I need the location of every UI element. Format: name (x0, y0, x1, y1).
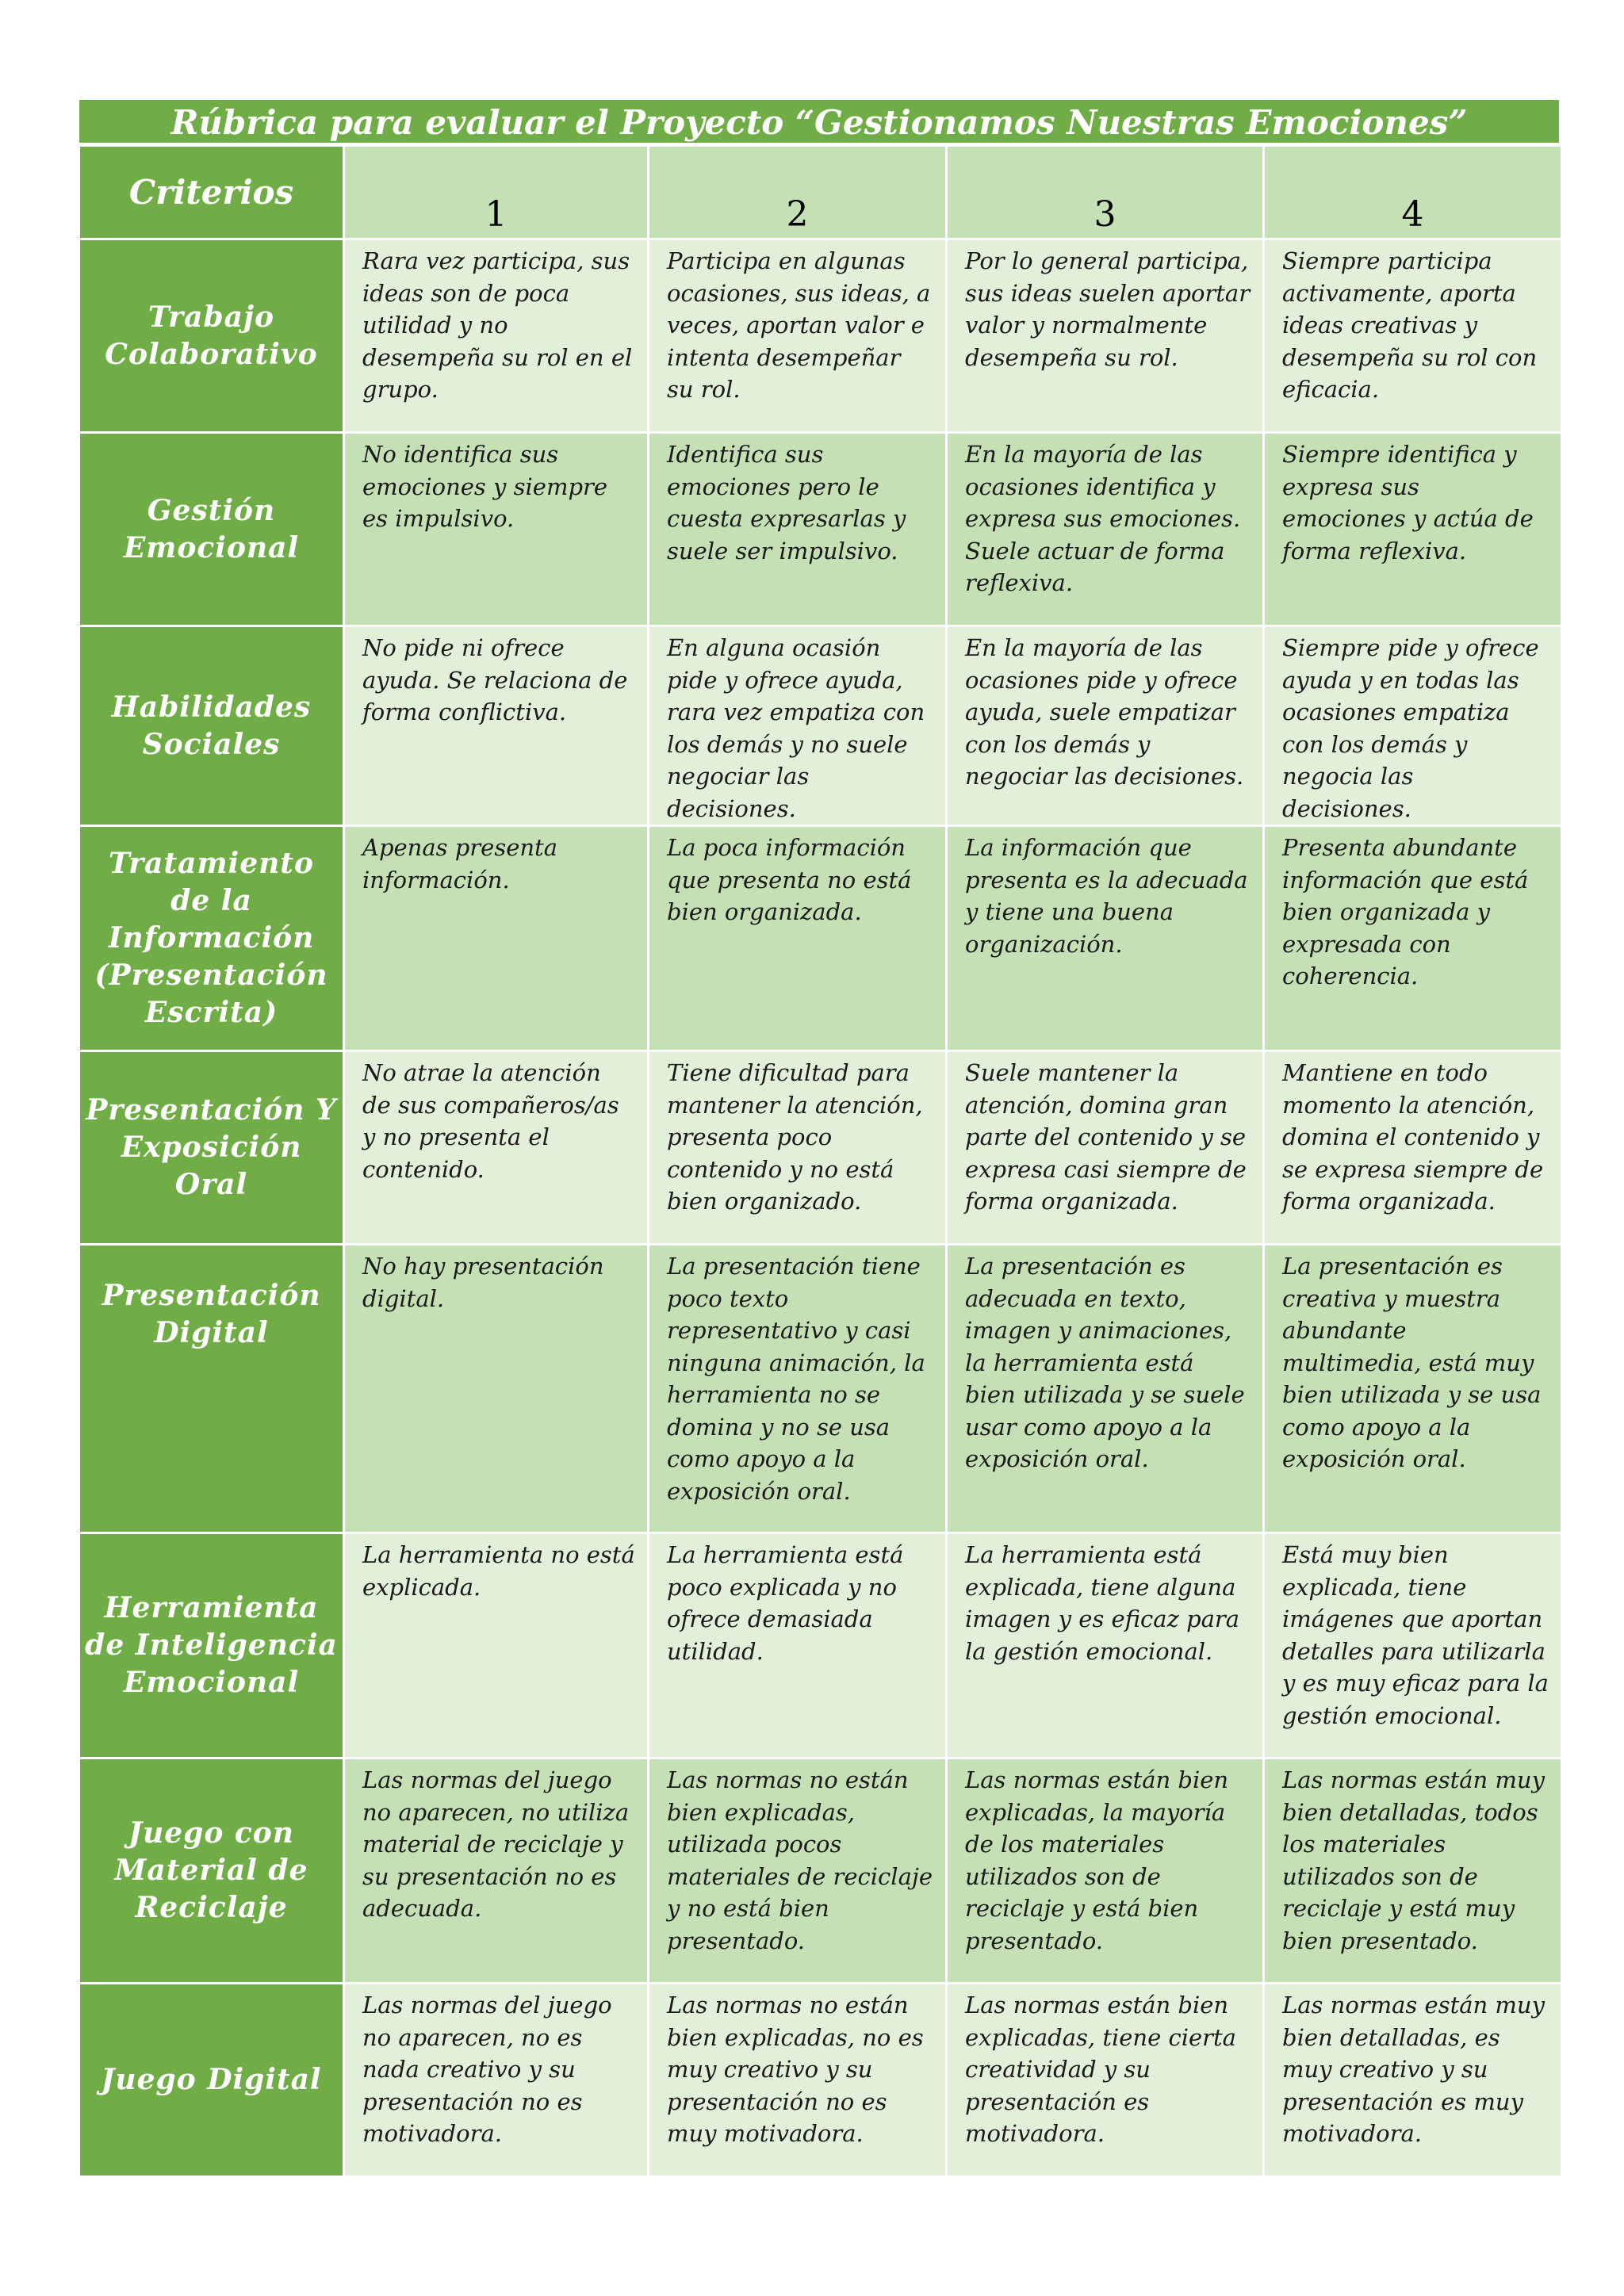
rubric-row-juego-material-reciclaje (79, 1758, 1562, 1984)
criterion-label: Presentación Digital (79, 1245, 344, 1533)
rubric-cell-level-3: Las normas están bien explicadas, la mayoría de los materiales utilizados son de reciclaje y está bien presentado. (947, 1758, 1264, 1984)
criterion-label: Herramienta de Inteligencia Emocional (79, 1533, 344, 1758)
rubric-cell-level-1: No atrae la atención de sus compañeros/as y no presenta el contenido. (344, 1051, 649, 1245)
rubric-cell-level-2: Participa en algunas ocasiones, sus ideas, a veces, aportan valor e intenta desempeñar su rol. (649, 239, 947, 433)
rubric-cell-level-4: Está muy bien explicada, tiene imágenes que aportan detalles para utilizarla y es muy eficaz para la gestión emocional. (1264, 1533, 1562, 1758)
document-title: Rúbrica para evaluar el Proyecto “Gestionamos Nuestras Emociones” (78, 98, 1561, 144)
rubric-cell-level-2: Las normas no están bien explicadas, no es muy creativo y su presentación no es muy motivadora. (649, 1984, 947, 2177)
rubric-cell-level-3: La herramienta está explicada, tiene alguna imagen y es eficaz para la gestión emocional. (947, 1533, 1264, 1758)
level-header-1: 1 (344, 146, 649, 239)
rubric-row-presentacion-digital (79, 1245, 1562, 1533)
rubric-cell-level-4: Las normas están muy bien detalladas, es muy creativo y su presentación es muy motivadora. (1264, 1984, 1562, 2177)
rubric-cell-level-1: Apenas presenta información. (344, 826, 649, 1051)
rubric-row-presentacion-exposicion-oral (79, 1051, 1562, 1245)
rubric-cell-level-2: La presentación tiene poco texto representativo y casi ninguna animación, la herramienta no se domina y no se usa como apoyo a la exposición oral. (649, 1245, 947, 1533)
rubric-row-juego-digital (79, 1984, 1562, 2177)
rubric-cell-level-2: Las normas no están bien explicadas, utilizada pocos materiales de reciclaje y no está bien presentado. (649, 1758, 947, 1984)
header-row (79, 146, 1562, 239)
rubric-table (78, 144, 1563, 2178)
rubric-cell-level-4: Presenta abundante información que está bien organizada y expresada con coherencia. (1264, 826, 1562, 1051)
criterion-label: Presentación Y Exposición Oral (79, 1051, 344, 1245)
rubric-cell-level-1: No pide ni ofrece ayuda. Se relaciona de forma conflictiva. (344, 626, 649, 826)
criterion-label: Habilidades Sociales (79, 626, 344, 826)
criterion-label: Tratamiento de la Información (Presentación Escrita) (79, 826, 344, 1051)
criterion-label: Trabajo Colaborativo (79, 239, 344, 433)
rubric-cell-level-1: Las normas del juego no aparecen, no es nada creativo y su presentación no es motivadora. (344, 1984, 649, 2177)
rubric-cell-level-2: Tiene dificultad para mantener la atención, presenta poco contenido y no está bien organizado. (649, 1051, 947, 1245)
criterion-label: Juego Digital (79, 1984, 344, 2177)
rubric-cell-level-2: Identifica sus emociones pero le cuesta expresarlas y suele ser impulsivo. (649, 433, 947, 626)
rubric-cell-level-2: La poca información que presenta no está bien organizada. (649, 826, 947, 1051)
criteria-header: Criterios (79, 146, 344, 239)
rubric-cell-level-3: Las normas están bien explicadas, tiene cierta creatividad y su presentación es motivadora. (947, 1984, 1264, 2177)
rubric-cell-level-4: Siempre identifica y expresa sus emociones y actúa de forma reflexiva. (1264, 433, 1562, 626)
rubric-cell-level-1: No identifica sus emociones y siempre es impulsivo. (344, 433, 649, 626)
rubric-cell-level-1: No hay presentación digital. (344, 1245, 649, 1533)
level-header-4: 4 (1264, 146, 1562, 239)
level-header-3: 3 (947, 146, 1264, 239)
rubric-cell-level-1: Rara vez participa, sus ideas son de poca utilidad y no desempeña su rol en el grupo. (344, 239, 649, 433)
rubric-cell-level-3: La presentación es adecuada en texto, imagen y animaciones, la herramienta está bien utilizada y se suele usar como apoyo a la exposición oral. (947, 1245, 1264, 1533)
rubric-cell-level-3: La información que presenta es la adecuada y tiene una buena organización. (947, 826, 1264, 1051)
rubric-sheet (78, 98, 1561, 2178)
rubric-cell-level-3: En la mayoría de las ocasiones pide y ofrece ayuda, suele empatizar con los demás y negociar las decisiones. (947, 626, 1264, 826)
criterion-label: Gestión Emocional (79, 433, 344, 626)
rubric-row-gestion-emocional (79, 433, 1562, 626)
rubric-cell-level-2: La herramienta está poco explicada y no ofrece demasiada utilidad. (649, 1533, 947, 1758)
rubric-row-herramienta-inteligencia-emocional (79, 1533, 1562, 1758)
rubric-row-trabajo-colaborativo (79, 239, 1562, 433)
rubric-cell-level-2: En alguna ocasión pide y ofrece ayuda, rara vez empatiza con los demás y no suele negociar las decisiones. (649, 626, 947, 826)
rubric-cell-level-4: Mantiene en todo momento la atención, domina el contenido y se expresa siempre de forma organizada. (1264, 1051, 1562, 1245)
rubric-cell-level-4: Siempre participa activamente, aporta ideas creativas y desempeña su rol con eficacia. (1264, 239, 1562, 433)
rubric-cell-level-3: Suele mantener la atención, domina gran parte del contenido y se expresa casi siempre de forma organizada. (947, 1051, 1264, 1245)
rubric-cell-level-4: Las normas están muy bien detalladas, todos los materiales utilizados son de reciclaje y está muy bien presentado. (1264, 1758, 1562, 1984)
rubric-row-tratamiento-informacion (79, 826, 1562, 1051)
rubric-cell-level-1: Las normas del juego no aparecen, no utiliza material de reciclaje y su presentación no es adecuada. (344, 1758, 649, 1984)
level-header-2: 2 (649, 146, 947, 239)
rubric-cell-level-3: Por lo general participa, sus ideas suelen aportar valor y normalmente desempeña su rol. (947, 239, 1264, 433)
rubric-cell-level-1: La herramienta no está explicada. (344, 1533, 649, 1758)
rubric-cell-level-3: En la mayoría de las ocasiones identifica y expresa sus emociones. Suele actuar de forma reflexiva. (947, 433, 1264, 626)
rubric-row-habilidades-sociales (79, 626, 1562, 826)
criterion-label: Juego con Material de Reciclaje (79, 1758, 344, 1984)
rubric-cell-level-4: Siempre pide y ofrece ayuda y en todas las ocasiones empatiza con los demás y negocia las decisiones. (1264, 626, 1562, 826)
rubric-cell-level-4: La presentación es creativa y muestra abundante multimedia, está muy bien utilizada y se usa como apoyo a la exposición oral. (1264, 1245, 1562, 1533)
